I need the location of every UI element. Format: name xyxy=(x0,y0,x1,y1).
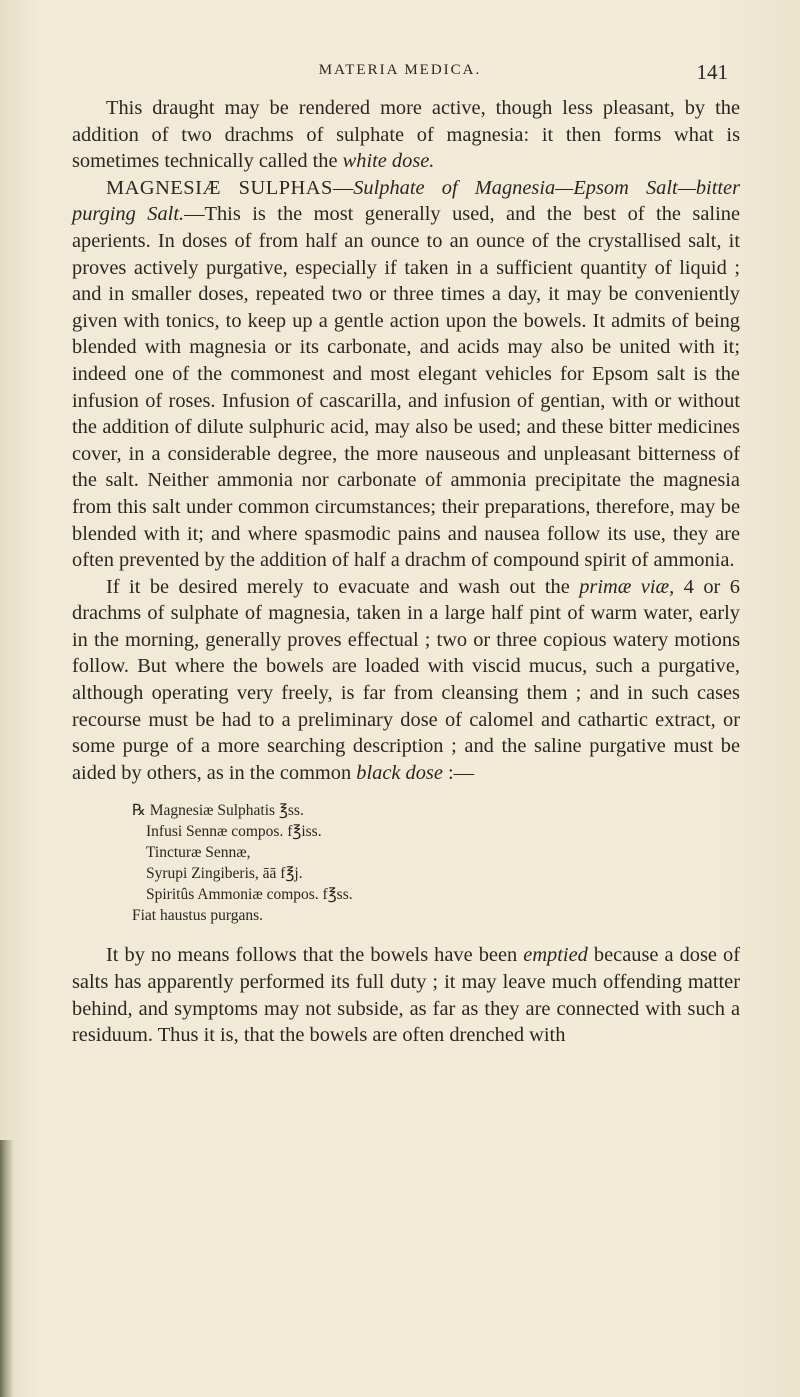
emphasis-black-dose: black dose xyxy=(356,761,443,784)
prescription-line: Syrupi Zingiberis, āā f℥j. xyxy=(146,865,303,883)
entry-heading: MAGNESIÆ SULPHAS xyxy=(106,176,333,199)
running-header xyxy=(0,60,800,86)
emphasis-emptied: emptied xyxy=(523,944,588,967)
prescription-line: Infusi Sennæ compos. f℥iss. xyxy=(146,823,322,841)
prescription-line: Tincturæ Sennæ, xyxy=(146,844,251,862)
prescription xyxy=(132,800,740,926)
paragraph-emptied xyxy=(72,942,740,1048)
prescription-line: Fiat haustus purgans. xyxy=(132,907,264,925)
paragraph-text: because a dose of salts has apparently performed its full duty ; it may leave much offending matter behind, and symptoms may not subside, as far as they are connected with such a residuum. Thus it is, that the bowels are often drenched with xyxy=(72,944,740,1047)
paragraph-text: This draught may be rendered more active, though less pleasant, by the addition of two drachms of sulphate of magnesia: it then forms what is sometimes technically called the xyxy=(72,97,740,173)
paragraph-text: If it be desired merely to evacuate and wash out the xyxy=(106,575,580,598)
paragraph-primae-viae xyxy=(72,574,740,787)
emphasis-white-dose: white dose. xyxy=(342,150,435,173)
page-edge-shadow xyxy=(0,1140,14,1397)
paragraph-text: 4 or 6 drachms of sulphate of magnesia, taken in a large half pint of warm water, early in the morning, generally proves effectual ; two or three copious watery motions follow. But where the bowels are loaded with viscid mucus, such a purgative, although operating very freely, is far from cleansing them ; and in such cases recourse must be had to a preliminary dose of calomel and cathartic extract, or some purge of a more searching description ; and the saline purgative must be aided by others, as in the common xyxy=(72,575,740,784)
page-number: 141 xyxy=(696,60,728,84)
body-text xyxy=(72,95,740,1049)
prescription-line: Spiritûs Ammoniæ compos. f℥ss. xyxy=(146,886,353,904)
running-title: MATERIA MEDICA. xyxy=(318,62,482,78)
paragraph-magnesiae-sulphas xyxy=(72,175,740,574)
entry-dash: — xyxy=(332,176,354,199)
entry-synonyms: Sulphate of Magnesia—Epsom Salt—bitter purging Salt. xyxy=(72,176,741,226)
paragraph-white-dose xyxy=(72,95,740,175)
emphasis-primae-viae: primæ viæ, xyxy=(579,575,675,598)
paragraph-text: :— xyxy=(442,761,475,784)
paragraph-text: —This is the most generally used, and the best of the saline aperients. In doses of from half an ounce to an ounce of the crystallised salt, it proves actively purgative, especially if taken in a sufficient quantity of liquid ; and in smaller doses, repeated two or three times a day, it may be conveniently given with tonics, to keep up a gentle action upon the bowels. It admits of being blended with magnesia or its carbonate, and acids may also be united with it; indeed one of the commonest and most elegant vehicles for Epsom salt is the infusion of roses. Infusion of cascarilla, and infusion of gentian, with or without the addition of dilute sulphuric acid, may also be used; and these bitter medicines cover, in a considerable degree, the more nauseous and unpleasant bitterness of the salt. Neither ammonia nor carbonate of ammonia precipitate the magnesia from this salt under common circumstances; their preparations, therefore, may be blended with it; and where spasmodic pains and nausea follow its use, they are often prevented by the addition of half a drachm of compound spirit of ammonia. xyxy=(72,203,740,572)
paragraph-text: It by no means follows that the bowels have been xyxy=(106,944,524,967)
prescription-line: ℞ Magnesiæ Sulphatis ℥ss. xyxy=(132,802,304,820)
